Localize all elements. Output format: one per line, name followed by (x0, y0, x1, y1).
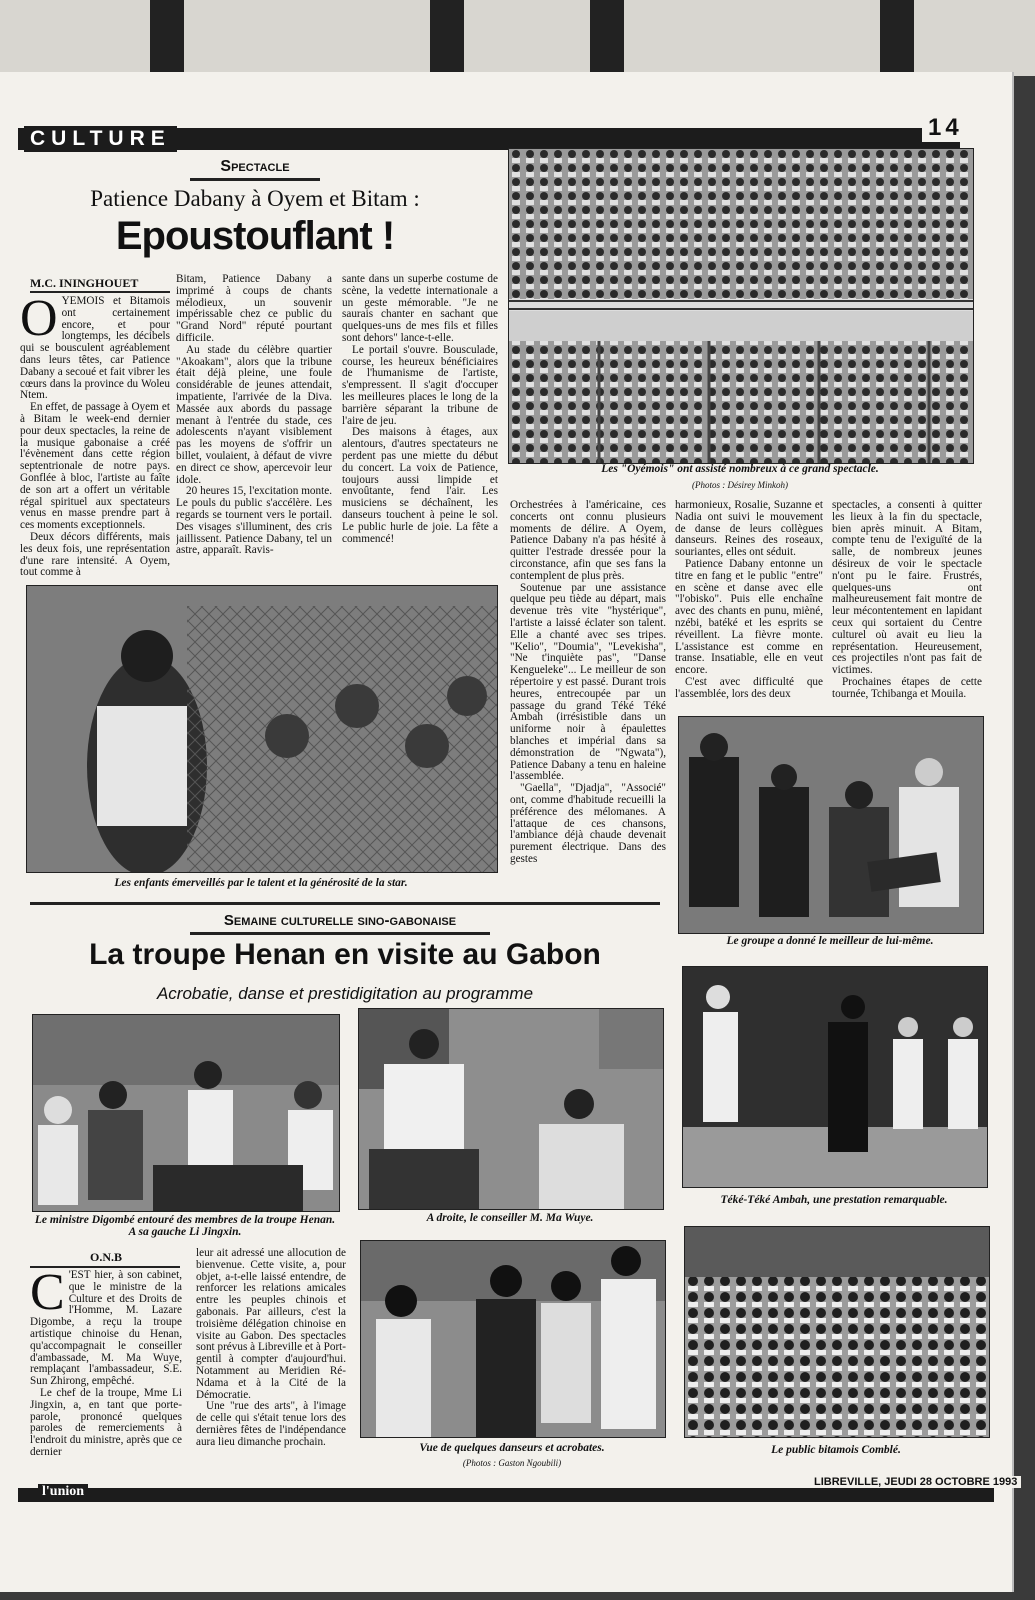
photo5-caption: A droite, le conseiller M. Ma Wuye. (426, 1212, 594, 1224)
photo-children-fence (26, 585, 498, 873)
article1-column-1 (20, 296, 170, 580)
article1-kicker: Spectacle (220, 158, 290, 175)
photo-stadium-crowd (508, 148, 974, 464)
page-number: 14 (922, 114, 969, 142)
audience-image (685, 1227, 989, 1437)
article1-column-2 (176, 274, 332, 580)
photo7-caption: Vue de quelques danseurs et acrobates. (419, 1442, 605, 1454)
article2-byline: O.N.B (90, 1250, 123, 1264)
photo1-credit: (Photos : Désirey Minkoh) (692, 480, 788, 490)
fence-image (27, 586, 497, 872)
issue-date: LIBREVILLE, JEUDI 28 OCTOBRE 1993 (810, 1476, 1021, 1488)
photo2-caption: Les enfants émerveillés par le talent et la générosité de la star. (114, 877, 408, 889)
article1-column-3 (342, 274, 498, 580)
paragraph: Orchestrées à l'américaine, ces concerts ont connu plusieurs moments de délire. A Oyem, Patience Dabany n'a pas hésité à quitter l'estrade dressée pour la circonstance, afin que ses fans la contemplent de plus près. (510, 500, 666, 582)
dance-image (683, 967, 987, 1187)
photo-dancers-acrobats (360, 1240, 666, 1438)
article2-dropcap: C (30, 1270, 65, 1321)
paragraph: Bitam, Patience Dabany a imprimé à coups de chants mélodieux, un souvenir impérissable chez ce public du "Grand Nord" réputé pourtant difficile. (176, 274, 332, 344)
newspaper-logo: l'union (38, 1484, 88, 1500)
photo4-caption: Le ministre Digombé entouré des membres de la troupe Henan. A sa gauche Li Jingxin. (34, 1214, 336, 1238)
photo3-caption: Le groupe a donné le meilleur de lui-même. (726, 935, 934, 947)
scan-top-strip (0, 0, 1035, 76)
photo-bitam-audience (684, 1226, 990, 1438)
paragraph: sante dans un superbe costume de scène, la vedette internationale a un geste mémorable. "Je ne saurais chanter en sachant que quelques-uns de mes fils et filles sont dehors" lance-t-elle. (342, 274, 498, 344)
byline-rule (30, 1266, 180, 1268)
photo7-credit: (Photos : Gaston Ngoubili) (462, 1458, 562, 1468)
paragraph: En effet, de passage à Oyem et à Bitam le week-end dernier pour deux spectacles, la reine de la musique gabonaise a créé l'évènement dans cette région septentrionale de notre pays. Gonflée à bloc, l'artiste au faîte de son art a offert un véritable régal spirituel aux spectateurs venus en masse prendre part à ces moments exceptionnels. (20, 401, 170, 532)
paragraph: C'est avec difficulté que l'assemblée, lors des deux (675, 675, 823, 700)
section-title: CULTURE (24, 126, 177, 152)
article1-title: Epoustouflant ! (115, 214, 395, 258)
counselor-image (359, 1009, 663, 1209)
article2-kicker: Semaine culturelle sino-gabonaise (223, 912, 457, 929)
photo8-caption: Le public bitamois Comblé. (771, 1444, 901, 1456)
paragraph: YEMOIS et Bitamois ont certainement encore, et pour longtemps, les décibels qui se bousculent agréablement dans leurs têtes, car Patience Dabany a secoué et fait vibrer les cœurs dans la province du Woleu Ntem. (20, 296, 170, 402)
paragraph: 'EST hier, à son cabinet, que le ministre de la Culture et des Droits de l'Homme, M. Lazare Digombe, a reçu la troupe artistique chinoise du Henan, qu'accompagnait le conseiller d'ambassade, M. Ma Wuye, remplaçant l'ambassadeur, S.E. Sun Zhirong, empêché. (30, 1270, 182, 1388)
article1-subtitle: Patience Dabany à Oyem et Bitam : (90, 186, 420, 211)
paragraph: Prochaines étapes de cette tournée, Tchibanga et Mouila. (832, 675, 982, 700)
article1-dropcap: O (20, 296, 58, 347)
band-image (679, 717, 983, 933)
article2-column-2 (196, 1248, 346, 1470)
article1-byline: M.C. ININGHOUET (30, 276, 139, 290)
paragraph: "Gaella", "Djadja", "Associé" ont, comme d'habitude recueilli la préférence des mélomanes. A l'attaque de ces chansons, l'ambiance déjà chaude devenait purement électrique. Dans des gestes (510, 782, 666, 865)
article2-title: La troupe Henan en visite au Gabon (89, 938, 601, 971)
kicker-underline (190, 932, 490, 935)
minister-image (33, 1015, 339, 1211)
photo-dance-performance (682, 966, 988, 1188)
photo-counselor (358, 1008, 664, 1210)
paragraph: Le chef de la troupe, Mme Li Jingxin, a, en tant que porte-parole, prononcé quelques paroles de remerciements à l'endroit du ministre, après que ce dernier (30, 1386, 182, 1458)
paragraph: Le portail s'ouvre. Bousculade, course, les heureux bénéficiaires de l'humanisme de l'artiste, s'empressent. Il s'agit d'occuper les meilleures places le long de la barrière séparant la tribune de l'aire de jeu. (342, 343, 498, 427)
photo-minister-troupe (32, 1014, 340, 1212)
article2-column-1 (30, 1270, 182, 1470)
crowd-image (509, 149, 973, 463)
paragraph: Deux décors différents, mais les deux fois, une représentation d'une rare intensité. A Oyem, tout comme à (20, 530, 170, 579)
paragraph: leur ait adressé une allocution de bienvenue. Cette visite, a, pour objet, a-t-elle laissé entendre, de renforcer les relations amicales entre les peuples chinois et gabonais. Par ailleurs, c'est la troisième délégation chinoise en visite au Gabon. Des spectacles sont prévus à Libreville et à Port-gentil à compter d'aujourd'hui. Notamment au Meridien Ré-Ndama et à la Cité de la Démocratie. (196, 1248, 346, 1401)
footer-bar (18, 1488, 994, 1502)
article1-column-5 (675, 500, 823, 700)
byline-rule (30, 291, 170, 293)
photo6-caption: Téké-Téké Ambah, une prestation remarquable. (720, 1194, 948, 1206)
paragraph: Patience Dabany entonne un titre en fang et le public "entre" en scène et danse avec elle "l'obisko". Puis elle enchaîne avec des chants en punu, mièné, nzébi, batéké et les esprits se réveillent. La fièvre monte. L'assistance est comme en transe. Insatiable, elle en veut encore. (675, 557, 823, 677)
article1-column-6 (832, 500, 982, 710)
paragraph: Soutenue par une assistance quelque peu tiède au départ, mais devenue très vite "hystérique", l'artiste a laissé éclater son talent. Elle a chanté avec ses tripes. "Kelio", "Doumia", "Levekisha", "Ne t'inquiète pas", "Danse Kengueleke"... Le meilleur de son répertoire y est passé. Durant trois heures, entrecoupée par un passage du grand Téké Téké Ambah (irrésistible dans un uniforme noir à épaulettes blanches et impérial dans sa démonstration de "Ngwata"), Patience Dabany a tenu en haleine l'assemblée. (510, 581, 666, 783)
paragraph: Une "rue des arts", à l'image de celle qui s'était tenue lors des dernières fêtes de l'indépendance aura lieu dimanche prochain. (196, 1400, 346, 1448)
photo1-caption: Les "Oyémois" ont assisté nombreux à ce grand spectacle. (601, 463, 879, 475)
dancers-image (361, 1241, 665, 1437)
paragraph: Des maisons à étages, aux alentours, d'autres spectateurs ne perdent pas une miette du début du concert. La voix de Patience, toujours aussi limpide et envoûtante, fend l'air. Les musiciens se déchaînent, les danseurs touchent à peine le sol. Le public hurle de joie. La fête a commencé! (342, 426, 498, 545)
paragraph: Au stade du célèbre quartier "Akoakam", alors que la tribune était déjà pleine, une foule considérable de jeunes attendait, impatiente, l'arrivée de la Diva. Massée aux abords du passage menant à l'entrée du stade, ces adolescents n'ayant visiblement pas les moyens de s'offrir un billet, voulaient, à défaut de vivre en direct ce show, apercevoir leur idole. (176, 343, 332, 486)
paragraph: spectacles, a consenti à quitter les lieux à la fin du spectacle, bien après minuit. A Bitam, compte tenu de l'exiguïté de la salle, de nombreux jeunes désireux de voir le spectacle n'ont pu le faire. Frustrés, quelques-uns ont malheureusement fait montre de leur mécontentement en lapidant ceux qui sortaient du Centre culturel où avait eu lieu la représentation. Heureusement, ces projectiles n'ont pas fait de victimes. (832, 500, 982, 677)
kicker-underline (190, 178, 320, 181)
article2-subtitle: Acrobatie, danse et prestidigitation au programme (156, 984, 534, 1003)
photo-band-stage (678, 716, 984, 934)
paragraph: harmonieux, Rosalie, Suzanne et Nadia ont suivi le mouvement de danse de leurs collègues danseurs. Reines des roseaux, souriantes, elles ont séduit. (675, 500, 823, 559)
paragraph: 20 heures 15, l'excitation monte. Le pouls du public s'accélère. Les regards se tournent vers le portail. Des visages s'illuminent, des cris jaillissent. Patience Dabany, tel un astre, apparaît. Ravis- (176, 485, 332, 557)
section-divider (30, 902, 660, 905)
article1-column-4 (510, 500, 666, 880)
